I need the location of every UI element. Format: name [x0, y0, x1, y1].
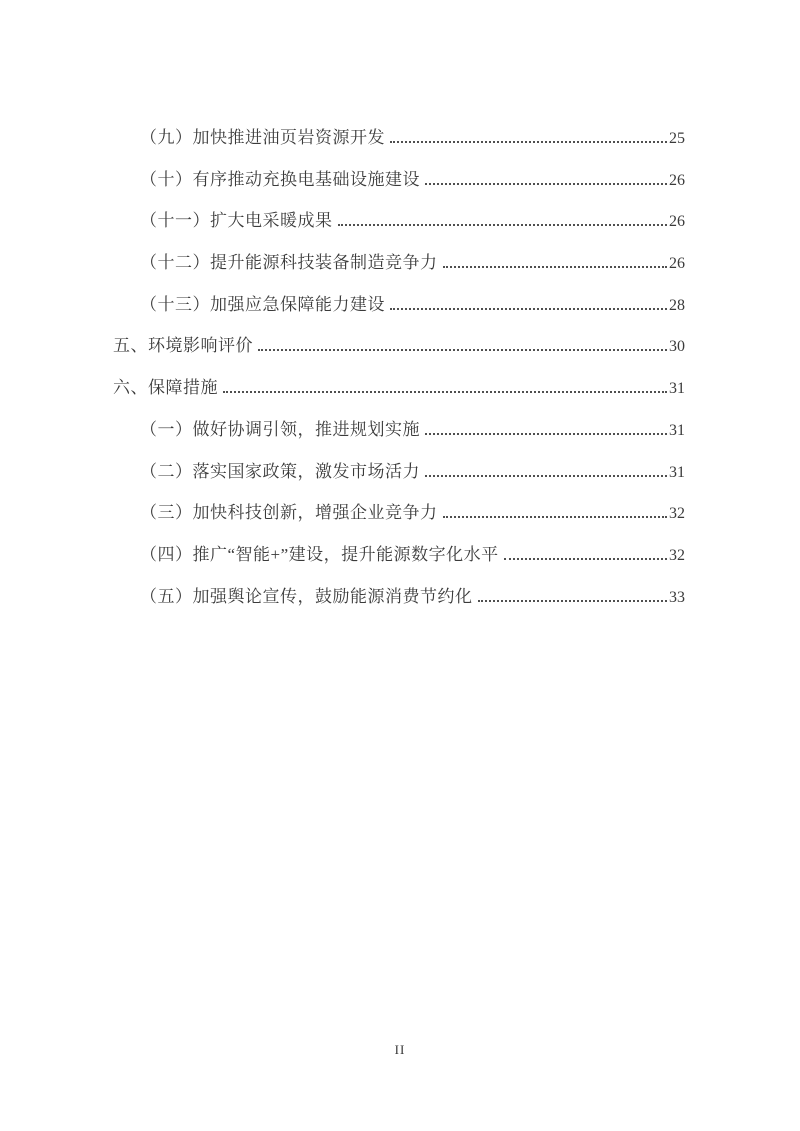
toc-dot-leader: [390, 308, 667, 310]
toc-dot-leader: [390, 141, 667, 143]
toc-entry: [113, 206, 685, 229]
toc-entry: [113, 415, 685, 438]
toc-entry-page: 25: [669, 130, 685, 147]
toc-dot-leader: [258, 349, 667, 351]
toc-dot-leader: [425, 433, 667, 435]
toc-entry-label: （九）加快推进油页岩资源开发: [140, 128, 385, 147]
toc-entry-page: 32: [669, 505, 685, 523]
toc-entry: [113, 457, 685, 480]
toc-entry-label: （十二）提升能源科技装备制造竞争力: [140, 253, 438, 273]
toc-entry: [113, 498, 685, 521]
toc-entry-page: 26: [669, 255, 685, 273]
toc-entry-page: 30: [669, 338, 685, 356]
toc-entry-label: （十）有序推动充换电基础设施建设: [140, 169, 420, 189]
toc-entry-label: （三）加快科技创新，增强企业竞争力: [140, 503, 438, 523]
toc-entry-page: 31: [669, 421, 685, 439]
toc-dot-leader: [443, 266, 668, 268]
toc-entry: [113, 540, 685, 563]
toc-entry: [113, 373, 685, 396]
toc-entry-label: （四）推广“智能+”建设，提升能源数字化水平: [140, 544, 499, 564]
toc-entry-label: （十一）扩大电采暖成果: [140, 211, 333, 231]
toc-entry-page: 32: [669, 546, 685, 564]
toc-entry-label: 五、环境影响评价: [113, 336, 253, 356]
toc-entry-label: （五）加强舆论宣传，鼓励能源消费节约化: [140, 586, 473, 606]
toc-entry-label: 六、保障措施: [113, 378, 218, 398]
toc-dot-leader: [504, 558, 667, 560]
toc-entry-page: 26: [669, 213, 685, 231]
toc-dot-leader: [425, 183, 667, 185]
toc-entry-page: 33: [669, 588, 685, 606]
toc-dot-leader: [425, 475, 667, 477]
toc-entry: [113, 123, 685, 146]
toc-entry: [113, 582, 685, 605]
footer-page-number: II: [394, 1042, 406, 1057]
toc-entry-label: （一）做好协调引领，推进规划实施: [140, 419, 420, 439]
toc-dot-leader: [478, 600, 668, 602]
toc-entry-label: （十三）加强应急保障能力建设: [140, 294, 385, 314]
toc-entry-page: 26: [669, 171, 685, 189]
toc-entry: [113, 165, 685, 188]
toc-entry: [113, 331, 685, 354]
toc-entry-label: （二）落实国家政策，激发市场活力: [140, 461, 420, 481]
table-of-contents: [113, 123, 685, 623]
toc-entry-page: 31: [669, 380, 685, 398]
toc-entry-page: 31: [669, 463, 685, 481]
toc-dot-leader: [338, 224, 668, 226]
toc-entry: [113, 290, 685, 313]
toc-entry-page: 28: [669, 296, 685, 314]
toc-entry: [113, 248, 685, 271]
toc-dot-leader: [223, 391, 667, 393]
toc-dot-leader: [443, 516, 668, 518]
